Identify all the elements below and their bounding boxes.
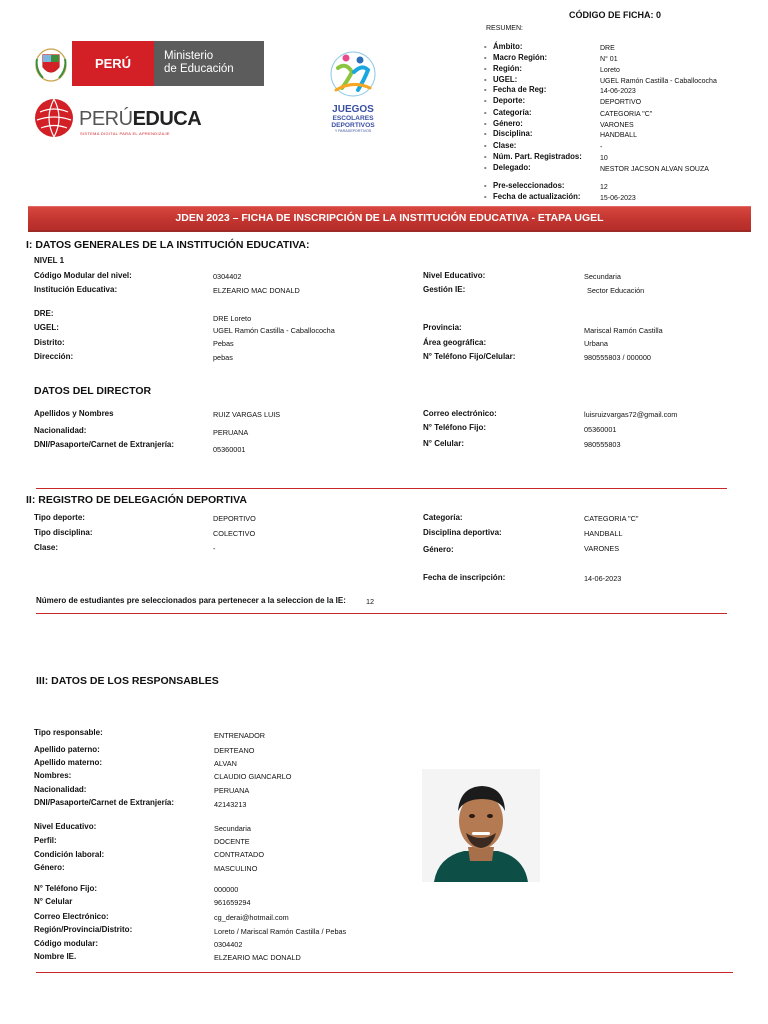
resumen-label: Clase: [493, 141, 517, 150]
resp-ap-paterno-label: Apellido paterno: [34, 745, 100, 754]
director-dni-value: 05360001 [213, 445, 246, 454]
resumen-value: DEPORTIVO [600, 99, 642, 106]
resumen-label: Deporte: [493, 96, 526, 105]
director-celular-label: N° Celular: [423, 439, 464, 448]
resumen-value: 10 [600, 155, 608, 162]
resumen-label: Género: [493, 119, 523, 128]
perueduca-text: PERÚEDUCA [79, 108, 202, 130]
direccion-value: pebas [213, 353, 233, 362]
resumen-label: Disciplina: [493, 129, 533, 138]
resumen-label: Región: [493, 64, 523, 73]
resp-dni-label: DNI/Pasaporte/Carnet de Extranjería: [34, 798, 175, 807]
categoria-value: CATEGORIA "C" [584, 514, 639, 523]
resp-perfil-value: DOCENTE [214, 837, 250, 846]
resp-nombre-ie-label: Nombre IE. [34, 952, 77, 961]
director-correo-label: Correo electrónico: [423, 409, 497, 418]
divider-2 [36, 613, 727, 614]
resumen-label: Ámbito: [493, 42, 523, 51]
resumen-bullet: - [484, 75, 487, 84]
director-nombres-value: RUIZ VARGAS LUIS [213, 410, 281, 419]
resp-celular-value: 961659294 [214, 898, 251, 907]
resp-correo-value: cg_derai@hotmail.com [214, 913, 289, 922]
resumen-value: N° 01 [600, 56, 618, 63]
telefono-label: N° Teléfono Fijo/Celular: [423, 352, 516, 361]
divider-3 [36, 972, 733, 973]
resp-nivel-value: Secundaria [214, 824, 251, 833]
coat-of-arms-icon [34, 45, 68, 83]
area-label: Área geográfica: [423, 338, 487, 347]
resumen-value: VARONES [600, 122, 634, 129]
tipo-disciplina-value: COLECTIVO [213, 529, 256, 538]
codigo-modular-label: Código Modular del nivel: [34, 271, 132, 280]
resp-ap-materno-value: ALVAN [214, 759, 237, 768]
tipo-deporte-value: DEPORTIVO [213, 514, 256, 523]
resumen-bullet: - [484, 108, 487, 117]
resp-condicion-value: CONTRATADO [214, 850, 264, 859]
resp-nacionalidad-label: Nacionalidad: [34, 785, 87, 794]
tipo-disciplina-label: Tipo disciplina: [34, 528, 93, 537]
resumen-label: UGEL: [493, 75, 518, 84]
resp-nacionalidad-value: PERUANA [214, 786, 250, 795]
resumen-bullet: - [484, 141, 487, 150]
dre-label: DRE: [34, 309, 54, 318]
area-value: Urbana [584, 339, 608, 348]
resp-genero-value: MASCULINO [214, 864, 258, 873]
num-estudiantes-value: 12 [366, 597, 375, 606]
director-celular-value: 980555803 [584, 440, 621, 449]
director-nacionalidad-value: PERUANA [213, 428, 249, 437]
resp-correo-label: Correo Electrónico: [34, 912, 109, 921]
resp-nivel-label: Nivel Educativo: [34, 822, 97, 831]
juegos-line3: DEPORTIVOS [331, 122, 375, 129]
director-dni-label: DNI/Pasaporte/Carnet de Extranjería: [34, 440, 175, 449]
ministerio-logo [32, 41, 264, 86]
resp-codigo-value: 0304402 [214, 940, 243, 949]
resumen-bullet: - [484, 64, 487, 73]
section1-title: I: DATOS GENERALES DE LA INSTITUCIÓN EDUCATIVA: [26, 239, 310, 251]
divider-1 [36, 488, 727, 489]
ministerio-line1: Ministerio [164, 50, 214, 62]
perueduca-tagline: SISTEMA DIGITAL PARA EL APRENDIZAJE [80, 131, 170, 136]
distrito-label: Distrito: [34, 338, 65, 347]
athletes-icon [328, 50, 378, 98]
juegos-line2: ESCOLARES [332, 115, 374, 122]
dre-value: DRE Loreto [213, 314, 252, 323]
resp-tipo-value: ENTRENADOR [214, 731, 266, 740]
provincia-value: Mariscal Ramón Castilla [584, 326, 663, 335]
resumen-label: Delegado: [493, 163, 531, 172]
resp-region-value: Loreto / Mariscal Ramón Castilla / Pebas [214, 927, 347, 936]
resumen-value: DRE [600, 45, 615, 52]
resumen-bullet: - [484, 42, 487, 51]
resp-dni-value: 42143213 [214, 800, 247, 809]
genero-value: VARONES [584, 544, 620, 553]
tipo-deporte-label: Tipo deporte: [34, 513, 85, 522]
resp-telfijo-value: 000000 [214, 885, 239, 894]
resp-celular-label: N° Celular [34, 897, 73, 906]
resumen-bullet: - [484, 152, 487, 161]
nivel-label: NIVEL 1 [34, 256, 65, 265]
director-telfijo-label: N° Teléfono Fijo: [423, 423, 487, 432]
resumen-label: Macro Región: [493, 53, 548, 62]
nivel-educativo-label: Nivel Educativo: [423, 271, 486, 280]
clase-value: - [213, 544, 216, 553]
resumen-value: - [600, 144, 603, 151]
juegos-line4: Y PARADEPORTIVOS [334, 129, 372, 133]
resumen-value: HANDBALL [600, 132, 637, 139]
categoria-label: Categoría: [423, 513, 463, 522]
codigo-ficha: CÓDIGO DE FICHA: 0 [569, 10, 662, 20]
resp-condicion-label: Condición laboral: [34, 850, 105, 859]
ministerio-label [154, 41, 264, 86]
resumen-value: Loreto [600, 67, 620, 74]
resp-nombres-label: Nombres: [34, 771, 72, 780]
resp-ap-materno-label: Apellido materno: [34, 758, 103, 767]
director-nombres-label: Apellidos y Nombres [34, 409, 114, 418]
title-banner: JDEN 2023 – FICHA DE INSCRIPCIÓN DE LA INSTITUCIÓN EDUCATIVA - ETAPA UGEL [28, 206, 751, 232]
resp-region-label: Región/Provincia/Distrito: [34, 925, 133, 934]
fecha-inscripcion-label: Fecha de inscripción: [423, 573, 506, 582]
director-nacionalidad-label: Nacionalidad: [34, 426, 87, 435]
resumen-bullet: - [484, 163, 487, 172]
resp-genero-label: Género: [34, 863, 65, 872]
codigo-modular-value: 0304402 [213, 272, 242, 281]
resumen-bullet: - [484, 181, 487, 190]
resumen-value: CATEGORIA "C" [600, 111, 653, 118]
resumen-value: UGEL Ramón Castilla - Caballococha [600, 78, 717, 85]
peru-label: PERÚ [72, 41, 154, 86]
resumen-value: 12 [600, 184, 608, 191]
responsable-photo [422, 769, 540, 882]
resp-codigo-label: Código modular: [34, 939, 98, 948]
resp-ap-paterno-value: DERTEANO [214, 746, 255, 755]
fecha-inscripcion-value: 14-06-2023 [584, 574, 622, 583]
resumen-value: 14-06-2023 [600, 88, 636, 95]
director-correo-value: luisruizvargas72@gmail.com [584, 410, 678, 419]
genero-label: Género: [423, 545, 454, 554]
section3-title: III: DATOS DE LOS RESPONSABLES [36, 675, 219, 687]
resumen-bullet: - [484, 53, 487, 62]
resumen-label: Pre-seleccionados: [493, 181, 565, 190]
telefono-value: 980555803 / 000000 [584, 353, 651, 362]
person-photo-icon [422, 769, 540, 882]
num-estudiantes-label: Número de estudiantes pre seleccionados para pertenecer a la seleccion de la IE: [36, 596, 346, 605]
ugel-label: UGEL: [34, 323, 59, 332]
nivel-educativo-value: Secundaria [584, 272, 621, 281]
direccion-label: Dirección: [34, 352, 74, 361]
clase-label: Clase: [34, 543, 59, 552]
disciplina-value: HANDBALL [584, 529, 623, 538]
resumen-label: Fecha de Reg: [493, 85, 547, 94]
globe-icon [34, 98, 74, 138]
resumen-label: Núm. Part. Registrados: [493, 152, 582, 161]
distrito-value: Pebas [213, 339, 234, 348]
resp-nombres-value: CLAUDIO GIANCARLO [214, 772, 292, 781]
resp-perfil-label: Perfil: [34, 836, 57, 845]
gestion-value: Sector Educación [587, 286, 645, 295]
resumen-bullet: - [484, 192, 487, 201]
disciplina-label: Disciplina deportiva: [423, 528, 502, 537]
institucion-value: ELZEARIO MAC DONALD [213, 286, 300, 295]
resumen-bullet: - [484, 85, 487, 94]
section2-title: II: REGISTRO DE DELEGACIÓN DEPORTIVA [26, 494, 247, 506]
director-telfijo-value: 05360001 [584, 425, 617, 434]
resp-nombre-ie-value: ELZEARIO MAC DONALD [214, 953, 301, 962]
perueduca-logo [34, 96, 202, 140]
resumen-label: Fecha de actualización: [493, 192, 581, 201]
resumen-bullet: - [484, 96, 487, 105]
juegos-escolares-logo [322, 50, 384, 140]
resumen-value: NESTOR JACSON ALVAN SOUZA [600, 166, 709, 173]
resumen-bullet: - [484, 129, 487, 138]
ugel-value: UGEL Ramón Castilla - Caballococha [213, 326, 335, 335]
resumen-bullet: - [484, 119, 487, 128]
provincia-label: Provincia: [423, 323, 462, 332]
resumen-value: 15-06-2023 [600, 195, 636, 202]
resumen-title: RESUMEN: [486, 25, 523, 32]
institucion-label: Institución Educativa: [34, 285, 118, 294]
ministerio-line2: de Educación [164, 63, 234, 75]
gestion-label: Gestión IE: [423, 285, 466, 294]
juegos-line1: JUEGOS [332, 104, 374, 115]
resp-tipo-label: Tipo responsable: [34, 728, 103, 737]
director-title: DATOS DEL DIRECTOR [34, 385, 152, 397]
resp-telfijo-label: N° Teléfono Fijo: [34, 884, 98, 893]
resumen-label: Categoría: [493, 108, 532, 117]
